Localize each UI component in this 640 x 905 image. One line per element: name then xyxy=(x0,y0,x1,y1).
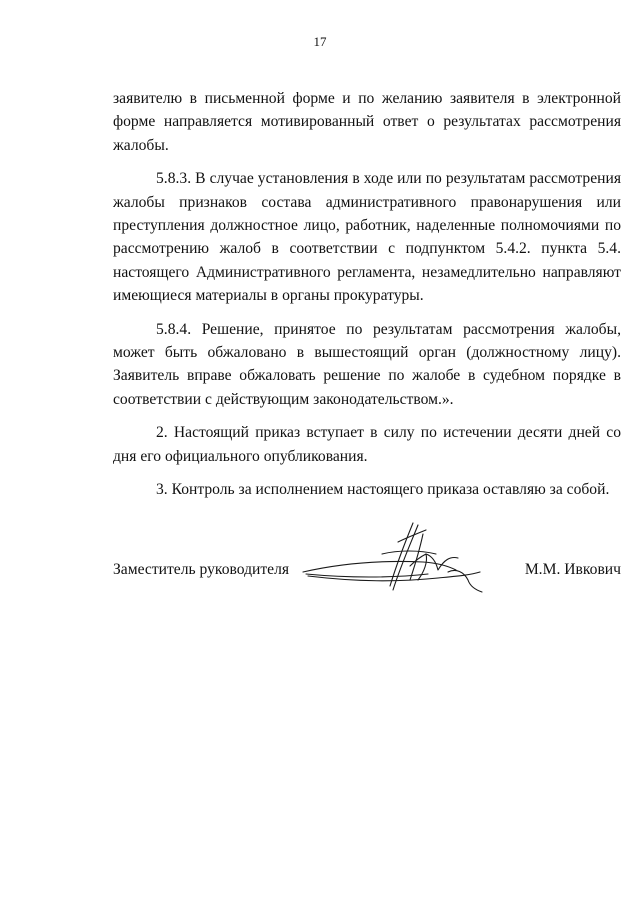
signatory-name: М.М. Ивкович xyxy=(524,561,621,578)
body-text xyxy=(113,87,621,512)
paragraph-continuation: заявителю в письменной форме и по желанию заявителя в электронной форме направляется мотивированный ответ о результатах рассмотрения жалобы. xyxy=(113,90,621,154)
paragraph-item-2: 2. Настоящий приказ вступает в силу по истечении десяти дней со дня его официального опубликования. xyxy=(113,424,621,465)
paragraph-item-3: 3. Контроль за исполнением настоящего приказа оставляю за собой. xyxy=(156,481,610,499)
paragraph-5-8-3: 5.8.3. В случае установления в ходе или по результатам рассмотрения жалобы признаков состава административного правонарушения или преступления должностное лицо, работник, наделенные полномочиями по рассмотрению жалоб в соответствии с подпунктом 5.4.2. пункта 5.4. настоящего Административного регламента, незамедлительно направляют имеющиеся материалы в органы прокуратуры. xyxy=(113,170,621,305)
signature-block xyxy=(113,520,621,600)
paragraph-5-8-4: 5.8.4. Решение, принятое по результатам рассмотрения жалобы, может быть обжаловано в вышестоящий орган (должностному лицу). Заявитель вправе обжаловать решение по жалобе в судебном порядке в соответствии с действующим законодательством.». xyxy=(113,320,621,408)
handwritten-signature xyxy=(298,520,498,600)
page-number: 17 xyxy=(313,34,327,49)
signatory-title: Заместитель руководителя xyxy=(113,561,290,578)
